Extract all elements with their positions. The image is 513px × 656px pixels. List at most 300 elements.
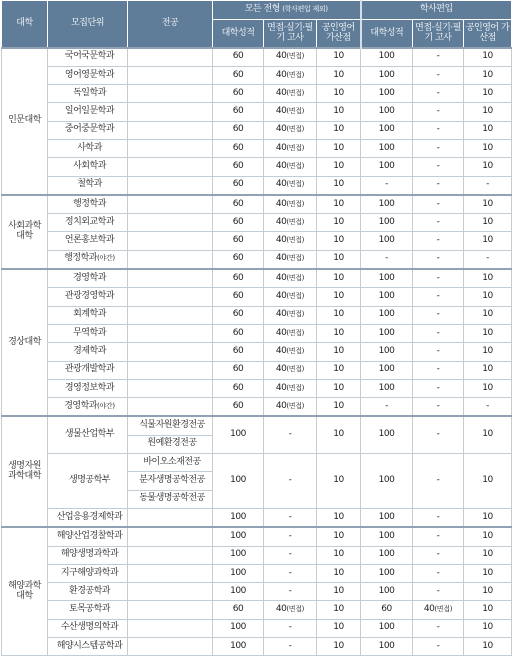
major-cell-empty <box>128 638 213 656</box>
major-name: 분자생명공학전공 <box>139 475 205 486</box>
transfer-grade-value: 100 <box>378 106 395 117</box>
unit-cell <box>48 158 128 176</box>
all-english-cell <box>317 66 361 84</box>
transfer-grade-cell <box>361 601 413 619</box>
all-interview-note: (면접) <box>286 217 305 226</box>
header-university: 대학 <box>2 1 48 48</box>
transfer-interview-cell <box>413 48 464 67</box>
transfer-interview-value: - <box>436 160 440 171</box>
all-grade-value: 60 <box>232 327 244 338</box>
major-name: 바이오소재전공 <box>143 456 201 467</box>
table-row <box>2 564 512 582</box>
transfer-english-value: 10 <box>482 585 493 596</box>
all-interview-cell <box>264 324 317 342</box>
all-interview-value: 40 <box>275 51 287 62</box>
transfer-english-cell <box>464 527 512 546</box>
all-grade-cell <box>213 527 264 546</box>
all-grade-cell <box>213 379 264 397</box>
unit-name: 지구해양과학과 <box>60 567 119 578</box>
table-row <box>2 121 512 139</box>
transfer-interview-cell <box>413 343 464 361</box>
transfer-english-value: 10 <box>482 69 493 80</box>
transfer-interview-cell <box>413 103 464 121</box>
unit-cell <box>48 508 128 527</box>
transfer-grade-value: 100 <box>378 345 395 356</box>
all-grade-value: 60 <box>232 179 244 190</box>
transfer-grade-cell <box>361 66 413 84</box>
all-grade-value: 100 <box>230 549 246 560</box>
transfer-grade-cell <box>361 306 413 324</box>
all-english-value: 10 <box>333 345 344 356</box>
transfer-english-value: 10 <box>482 235 493 246</box>
table-row <box>2 214 512 232</box>
transfer-interview-value: - <box>436 549 440 560</box>
unit-note: (야간) <box>96 254 115 263</box>
unit-name: 경영정보학과 <box>64 382 115 393</box>
unit-cell <box>48 601 128 619</box>
all-interview-value: 40 <box>275 106 287 117</box>
all-grade-cell <box>213 324 264 342</box>
transfer-grade-cell <box>361 232 413 250</box>
table-row <box>2 139 512 157</box>
transfer-interview-value: - <box>436 87 440 98</box>
major-cell <box>128 490 213 508</box>
transfer-english-value: 10 <box>482 530 493 541</box>
header-a-grade: 대학성적 <box>213 20 264 48</box>
transfer-interview-cell <box>413 306 464 324</box>
transfer-grade-value: 100 <box>378 160 395 171</box>
all-grade-cell <box>213 103 264 121</box>
unit-name: 국어국문학과 <box>64 51 115 62</box>
all-english-cell <box>317 638 361 656</box>
major-cell-empty <box>128 527 213 546</box>
all-interview-note: (면접) <box>286 365 305 374</box>
all-english-value: 10 <box>333 253 344 264</box>
all-english-value: 10 <box>333 585 344 596</box>
transfer-english-value: 10 <box>482 549 493 560</box>
transfer-interview-cell <box>413 232 464 250</box>
table-row <box>2 398 512 417</box>
all-grade-cell <box>213 343 264 361</box>
transfer-english-value: 10 <box>482 327 493 338</box>
all-grade-cell <box>213 398 264 417</box>
all-interview-note: (면접) <box>286 310 305 319</box>
major-cell-empty <box>128 250 213 269</box>
unit-cell <box>48 85 128 103</box>
all-grade-value: 60 <box>232 364 244 375</box>
all-english-value: 10 <box>333 364 344 375</box>
all-interview-cell <box>264 176 317 195</box>
unit-name: 철학과 <box>77 179 102 190</box>
transfer-english-value: 10 <box>482 87 493 98</box>
all-interview-cell <box>264 583 317 601</box>
transfer-interview-cell <box>413 546 464 564</box>
all-grade-value: 60 <box>232 216 244 227</box>
transfer-grade-value: 100 <box>378 327 395 338</box>
all-english-value: 10 <box>333 475 344 486</box>
transfer-english-value: 10 <box>482 364 493 375</box>
transfer-english-value: 10 <box>482 309 493 320</box>
all-grade-cell <box>213 601 264 619</box>
transfer-interview-value: - <box>436 309 440 320</box>
unit-name: 사학과 <box>77 142 102 153</box>
table-row <box>2 66 512 84</box>
unit-cell <box>48 250 128 269</box>
table-row <box>2 546 512 564</box>
all-english-value: 10 <box>333 87 344 98</box>
unit-name: 해양산업경찰학과 <box>56 530 123 541</box>
transfer-grade-value: 60 <box>381 604 392 615</box>
table-row <box>2 379 512 397</box>
transfer-interview-cell <box>413 416 464 453</box>
all-english-cell <box>317 288 361 306</box>
transfer-grade-cell <box>361 583 413 601</box>
table-row <box>2 619 512 637</box>
all-grade-cell <box>213 195 264 214</box>
transfer-grade-cell <box>361 176 413 195</box>
all-grade-value: 60 <box>232 87 244 98</box>
all-english-value: 10 <box>333 198 344 209</box>
all-interview-value: - <box>288 429 292 440</box>
table-row <box>2 195 512 214</box>
major-cell-empty <box>128 214 213 232</box>
header-b-interview: 면접·실기·필기 고사 <box>413 20 464 48</box>
major-cell-empty <box>128 103 213 121</box>
all-english-cell <box>317 121 361 139</box>
transfer-english-cell <box>464 103 512 121</box>
transfer-interview-value: - <box>436 400 440 411</box>
unit-cell <box>48 214 128 232</box>
all-interview-cell <box>264 158 317 176</box>
transfer-grade-cell <box>361 638 413 656</box>
transfer-english-cell <box>464 343 512 361</box>
all-english-cell <box>317 232 361 250</box>
transfer-interview-value: - <box>436 272 440 283</box>
all-grade-cell <box>213 454 264 509</box>
all-grade-value: 60 <box>232 253 244 264</box>
transfer-english-cell <box>464 416 512 453</box>
transfer-grade-value: 100 <box>378 475 395 486</box>
transfer-english-cell <box>464 250 512 269</box>
university-cell <box>2 48 48 195</box>
transfer-grade-value: 100 <box>378 429 395 440</box>
major-cell-empty <box>128 139 213 157</box>
transfer-english-value: 10 <box>482 640 493 651</box>
all-english-cell <box>317 583 361 601</box>
unit-name: 회계학과 <box>73 309 106 320</box>
all-grade-value: 60 <box>232 382 244 393</box>
transfer-english-cell <box>464 638 512 656</box>
university-cell <box>2 416 48 527</box>
unit-cell <box>48 379 128 397</box>
transfer-english-value: 10 <box>482 198 493 209</box>
table-row <box>2 269 512 288</box>
header-b-english: 공인영어 가산점 <box>464 20 512 48</box>
unit-name: 수산생명의학과 <box>60 622 119 633</box>
transfer-grade-cell <box>361 85 413 103</box>
transfer-interview-cell <box>413 85 464 103</box>
all-grade-value: 60 <box>232 272 244 283</box>
transfer-english-value: 10 <box>482 604 493 615</box>
all-english-cell <box>317 508 361 527</box>
unit-cell <box>48 546 128 564</box>
all-interview-cell <box>264 398 317 417</box>
transfer-english-value: - <box>486 253 489 264</box>
all-grade-cell <box>213 619 264 637</box>
transfer-grade-value: 100 <box>378 585 395 596</box>
transfer-grade-cell <box>361 288 413 306</box>
transfer-english-cell <box>464 232 512 250</box>
transfer-interview-cell <box>413 324 464 342</box>
major-cell <box>128 454 213 472</box>
all-english-value: 10 <box>333 142 344 153</box>
transfer-interview-value: - <box>436 345 440 356</box>
table-row <box>2 454 512 472</box>
all-grade-value: 60 <box>232 142 244 153</box>
major-cell-empty <box>128 269 213 288</box>
transfer-interview-cell <box>413 619 464 637</box>
transfer-grade-value: 100 <box>378 235 395 246</box>
transfer-interview-cell <box>413 454 464 509</box>
transfer-interview-cell <box>413 361 464 379</box>
table-row <box>2 48 512 67</box>
transfer-english-cell <box>464 601 512 619</box>
transfer-interview-note: (면접) <box>434 605 453 614</box>
transfer-english-value: 10 <box>482 216 493 227</box>
all-interview-value: 40 <box>275 198 287 209</box>
all-english-cell <box>317 85 361 103</box>
major-cell <box>128 435 213 453</box>
transfer-grade-cell <box>361 379 413 397</box>
all-grade-value: 60 <box>232 604 244 615</box>
unit-cell <box>48 121 128 139</box>
unit-name: 환경공학과 <box>69 585 110 596</box>
transfer-grade-cell <box>361 564 413 582</box>
unit-name: 경제학과 <box>73 345 106 356</box>
transfer-english-cell <box>464 454 512 509</box>
all-english-value: 10 <box>333 567 344 578</box>
unit-cell <box>48 66 128 84</box>
major-cell-empty <box>128 583 213 601</box>
transfer-interview-cell <box>413 195 464 214</box>
all-grade-value: 60 <box>232 106 244 117</box>
transfer-english-cell <box>464 324 512 342</box>
transfer-grade-value: 100 <box>378 567 395 578</box>
unit-cell <box>48 269 128 288</box>
university-name-line: 생명자원 <box>8 460 41 471</box>
all-english-value: 10 <box>333 179 344 190</box>
unit-name: 해양시스템공학과 <box>56 640 123 651</box>
table-row <box>2 527 512 546</box>
transfer-interview-value: - <box>436 475 440 486</box>
header-all-types-note: (학사편입 제외) <box>282 5 328 14</box>
transfer-grade-value: 100 <box>378 51 395 62</box>
all-interview-cell <box>264 214 317 232</box>
transfer-english-cell <box>464 288 512 306</box>
transfer-grade-value: 100 <box>378 549 395 560</box>
transfer-interview-cell <box>413 66 464 84</box>
all-english-cell <box>317 398 361 417</box>
table-row <box>2 158 512 176</box>
all-english-cell <box>317 103 361 121</box>
all-interview-value: 40 <box>275 327 287 338</box>
transfer-grade-cell <box>361 214 413 232</box>
transfer-grade-value: 100 <box>378 142 395 153</box>
transfer-interview-value: - <box>436 567 440 578</box>
transfer-interview-cell <box>413 158 464 176</box>
unit-name: 사회학과 <box>73 160 106 171</box>
unit-note: (야간) <box>96 401 115 410</box>
transfer-english-cell <box>464 195 512 214</box>
all-interview-cell <box>264 416 317 453</box>
all-english-cell <box>317 269 361 288</box>
major-cell <box>128 416 213 435</box>
all-interview-note: (면접) <box>286 70 305 79</box>
transfer-interview-cell <box>413 139 464 157</box>
transfer-grade-cell <box>361 343 413 361</box>
all-interview-cell <box>264 454 317 509</box>
all-interview-value: - <box>288 530 292 541</box>
all-interview-value: 40 <box>275 87 287 98</box>
unit-cell <box>48 527 128 546</box>
all-english-value: 10 <box>333 309 344 320</box>
all-english-cell <box>317 195 361 214</box>
university-cell <box>2 527 48 656</box>
all-grade-value: 100 <box>230 640 246 651</box>
all-interview-value: - <box>288 549 292 560</box>
all-grade-cell <box>213 176 264 195</box>
all-grade-cell <box>213 232 264 250</box>
all-grade-value: 60 <box>232 309 244 320</box>
all-interview-note: (면접) <box>286 254 305 263</box>
all-english-cell <box>317 454 361 509</box>
transfer-english-cell <box>464 121 512 139</box>
all-english-value: 10 <box>333 549 344 560</box>
transfer-grade-cell <box>361 546 413 564</box>
transfer-interview-value: - <box>436 69 440 80</box>
unit-name: 산업응용경제학과 <box>56 511 123 522</box>
all-english-cell <box>317 158 361 176</box>
transfer-english-value: - <box>486 179 489 190</box>
all-english-cell <box>317 343 361 361</box>
table-row <box>2 324 512 342</box>
all-interview-cell <box>264 564 317 582</box>
transfer-grade-cell <box>361 48 413 67</box>
major-name: 동물생명공학전공 <box>139 493 205 504</box>
major-name: 식물자원환경전공 <box>139 420 205 431</box>
table-row <box>2 306 512 324</box>
transfer-grade-cell <box>361 121 413 139</box>
all-interview-value: 40 <box>275 272 287 283</box>
table-row <box>2 416 512 435</box>
transfer-english-value: 10 <box>482 622 493 633</box>
all-grade-value: 60 <box>232 345 244 356</box>
transfer-english-value: 10 <box>482 106 493 117</box>
all-grade-value: 60 <box>232 124 244 135</box>
all-interview-cell <box>264 638 317 656</box>
transfer-interview-cell <box>413 121 464 139</box>
unit-cell <box>48 176 128 195</box>
all-interview-cell <box>264 232 317 250</box>
table-header <box>2 1 512 48</box>
major-name: 원예환경전공 <box>147 438 197 449</box>
transfer-english-cell <box>464 508 512 527</box>
transfer-english-cell <box>464 214 512 232</box>
all-english-value: 10 <box>333 400 344 411</box>
all-interview-note: (면접) <box>286 52 305 61</box>
table-row <box>2 288 512 306</box>
transfer-interview-value: - <box>436 530 440 541</box>
transfer-grade-cell <box>361 398 413 417</box>
major-cell-empty <box>128 66 213 84</box>
unit-cell <box>48 343 128 361</box>
transfer-interview-value: - <box>436 253 440 264</box>
transfer-grade-cell <box>361 103 413 121</box>
table-row <box>2 508 512 527</box>
unit-name: 관광개발학과 <box>64 364 115 375</box>
transfer-english-cell <box>464 564 512 582</box>
transfer-interview-value: - <box>436 327 440 338</box>
transfer-english-cell <box>464 48 512 67</box>
transfer-english-cell <box>464 546 512 564</box>
major-cell-empty <box>128 48 213 67</box>
transfer-grade-cell <box>361 416 413 453</box>
major-cell-empty <box>128 564 213 582</box>
unit-cell <box>48 564 128 582</box>
all-interview-note: (면접) <box>286 107 305 116</box>
transfer-interview-value: - <box>436 511 440 522</box>
major-cell-empty <box>128 601 213 619</box>
all-grade-cell <box>213 416 264 453</box>
all-english-value: 10 <box>333 51 344 62</box>
table-body <box>2 48 512 656</box>
major-cell <box>128 472 213 490</box>
all-english-value: 10 <box>333 106 344 117</box>
transfer-grade-cell <box>361 508 413 527</box>
transfer-interview-value: - <box>436 235 440 246</box>
header-unit: 모집단위 <box>48 1 128 48</box>
transfer-grade-cell <box>361 361 413 379</box>
all-english-cell <box>317 139 361 157</box>
transfer-grade-value: - <box>385 253 388 264</box>
all-grade-cell <box>213 85 264 103</box>
all-english-value: 10 <box>333 382 344 393</box>
university-cell <box>2 195 48 269</box>
all-interview-value: 40 <box>275 216 287 227</box>
transfer-interview-cell <box>413 601 464 619</box>
all-interview-note: (면접) <box>286 199 305 208</box>
transfer-english-cell <box>464 139 512 157</box>
admission-score-table <box>1 0 512 656</box>
transfer-interview-cell <box>413 176 464 195</box>
table-row <box>2 103 512 121</box>
unit-cell <box>48 361 128 379</box>
all-grade-cell <box>213 288 264 306</box>
all-grade-cell <box>213 638 264 656</box>
transfer-interview-value: - <box>436 51 440 62</box>
header-major: 전공 <box>128 1 213 48</box>
all-grade-value: 60 <box>232 69 244 80</box>
unit-name: 토목공학과 <box>69 604 110 615</box>
transfer-english-value: 10 <box>482 142 493 153</box>
transfer-grade-value: 100 <box>378 530 395 541</box>
all-english-cell <box>317 324 361 342</box>
transfer-grade-value: 100 <box>378 216 395 227</box>
header-all-types-label: 모든 전형 <box>244 4 280 15</box>
all-interview-value: 40 <box>275 124 287 135</box>
all-grade-value: 60 <box>232 291 244 302</box>
all-interview-cell <box>264 121 317 139</box>
